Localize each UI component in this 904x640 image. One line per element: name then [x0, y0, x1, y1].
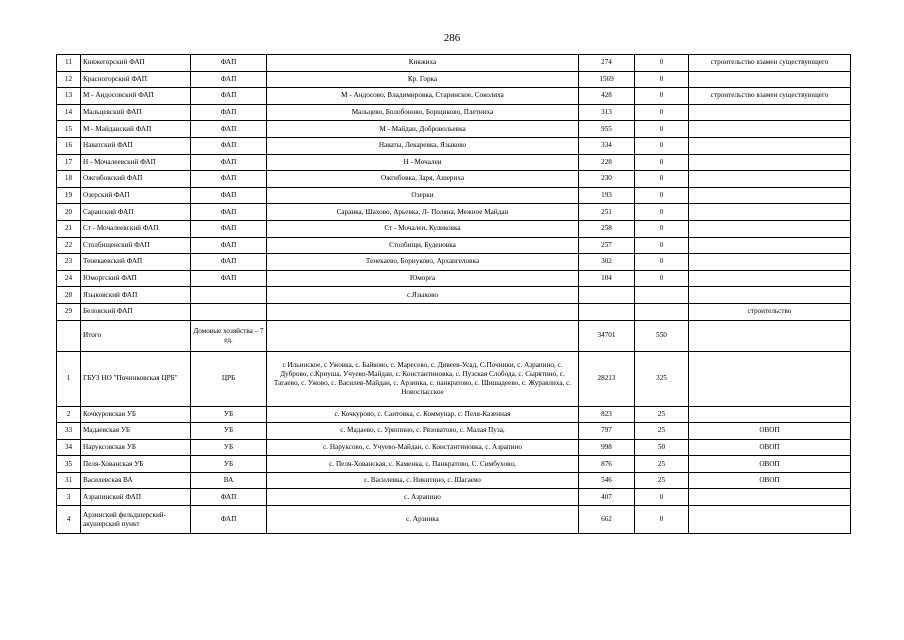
note-cell [689, 351, 851, 406]
population-cell [579, 303, 635, 320]
row-number-cell: 35 [57, 456, 81, 473]
row-number-cell: 3 [57, 489, 81, 506]
population-cell: 193 [579, 187, 635, 204]
note-cell [689, 71, 851, 88]
note-cell: ОВОП [689, 472, 851, 489]
settlements-cell: с.Языково [267, 287, 579, 304]
facility-type-cell: ФАП [191, 121, 267, 138]
value-cell: 0 [635, 204, 689, 221]
settlements-cell: Озерки [267, 187, 579, 204]
settlements-cell: с. Наруксово, с. Учуево-Майдан, с. Константиновка, с. Азрапино [267, 439, 579, 456]
row-number-cell: 16 [57, 137, 81, 154]
facility-name-cell: Наватский ФАП [81, 137, 191, 154]
table-row [57, 351, 851, 406]
table-row [57, 204, 851, 221]
table-row [57, 121, 851, 138]
note-cell [689, 121, 851, 138]
row-number-cell: 20 [57, 204, 81, 221]
table-row [57, 456, 851, 473]
page-number: 286 [443, 32, 461, 44]
note-cell [689, 506, 851, 534]
note-cell: ОВОП [689, 423, 851, 440]
row-number-cell: 22 [57, 237, 81, 254]
population-cell: 257 [579, 237, 635, 254]
facility-name-cell: ГБУЗ НО "Починковская ЦРБ" [81, 351, 191, 406]
facility-name-cell: Мальцевский ФАП [81, 104, 191, 121]
table-row [57, 320, 851, 351]
facility-type-cell: ФАП [191, 506, 267, 534]
facility-name-cell: Арзинский фельдшерский-акушерский пункт [81, 506, 191, 534]
settlements-cell: Юморга [267, 270, 579, 287]
facility-type-cell: ФАП [191, 104, 267, 121]
table-row [57, 104, 851, 121]
facility-name-cell: Беловский ФАП [81, 303, 191, 320]
facility-name-cell: Тенекаевский ФАП [81, 254, 191, 271]
note-cell [689, 406, 851, 423]
value-cell: 0 [635, 154, 689, 171]
facility-type-cell: ВА [191, 472, 267, 489]
settlements-cell: с. Мадаево, с. Урюпино, с. Рязоватово, с. Малая Пуза, [267, 423, 579, 440]
facility-type-cell: Домовые хозяйства – 7 ед. [191, 320, 267, 351]
settlements-cell: с. Пеля-Хованская, с. Каменка, с. Панкратово, С. Симбухово, [267, 456, 579, 473]
table-row [57, 137, 851, 154]
row-number-cell: 28 [57, 287, 81, 304]
population-cell: 998 [579, 439, 635, 456]
table-row [57, 71, 851, 88]
facility-type-cell [191, 303, 267, 320]
population-cell: 302 [579, 254, 635, 271]
table-row [57, 237, 851, 254]
row-number-cell: 4 [57, 506, 81, 534]
population-cell: 407 [579, 489, 635, 506]
value-cell: 550 [635, 320, 689, 351]
value-cell: 0 [635, 171, 689, 188]
note-cell [689, 489, 851, 506]
table-row [57, 154, 851, 171]
note-cell: строительство [689, 303, 851, 320]
facility-type-cell: ФАП [191, 254, 267, 271]
table-row [57, 303, 851, 320]
row-number-cell: 31 [57, 472, 81, 489]
facility-name-cell: Юморгский ФАП [81, 270, 191, 287]
facility-name-cell: Мадаевская УБ [81, 423, 191, 440]
note-cell: строительство взамен существующего [689, 88, 851, 105]
facility-type-cell [191, 287, 267, 304]
value-cell: 0 [635, 55, 689, 72]
facility-type-cell: УБ [191, 456, 267, 473]
facility-type-cell: ФАП [191, 237, 267, 254]
facility-type-cell: ФАП [191, 88, 267, 105]
facility-name-cell: Итого [81, 320, 191, 351]
facility-name-cell: Василевская ВА [81, 472, 191, 489]
facility-name-cell: Наруксовская УБ [81, 439, 191, 456]
population-cell: 1569 [579, 71, 635, 88]
settlements-cell: Саранка, Шахово, Арьевка, Л- Поляна, Межное Майдан [267, 204, 579, 221]
facility-name-cell: Н - Мочалеевский ФАП [81, 154, 191, 171]
value-cell: 25 [635, 456, 689, 473]
row-number-cell: 12 [57, 71, 81, 88]
facility-type-cell: ФАП [191, 220, 267, 237]
facility-type-cell: ФАП [191, 55, 267, 72]
settlements-cell [267, 303, 579, 320]
facility-type-cell: УБ [191, 423, 267, 440]
facilities-table [56, 54, 851, 534]
facility-name-cell: Столбищенский ФАП [81, 237, 191, 254]
row-number-cell: 18 [57, 171, 81, 188]
table-row [57, 171, 851, 188]
value-cell: 0 [635, 489, 689, 506]
value-cell: 0 [635, 254, 689, 271]
value-cell: 325 [635, 351, 689, 406]
value-cell: 0 [635, 88, 689, 105]
value-cell: 25 [635, 406, 689, 423]
table-row [57, 439, 851, 456]
facility-type-cell: ФАП [191, 137, 267, 154]
facility-name-cell: М - Андосовский ФАП [81, 88, 191, 105]
note-cell [689, 154, 851, 171]
note-cell [689, 254, 851, 271]
table-row [57, 254, 851, 271]
note-cell [689, 237, 851, 254]
note-cell [689, 204, 851, 221]
note-cell [689, 287, 851, 304]
row-number-cell: 2 [57, 406, 81, 423]
population-cell [579, 287, 635, 304]
row-number-cell: 19 [57, 187, 81, 204]
settlements-cell: Тенекаево, Борнуково, Архангеловка [267, 254, 579, 271]
table-row [57, 220, 851, 237]
table-row [57, 270, 851, 287]
population-cell: 876 [579, 456, 635, 473]
facility-name-cell: Княжегорский ФАП [81, 55, 191, 72]
row-number-cell: 13 [57, 88, 81, 105]
facility-name-cell: М - Майданский ФАП [81, 121, 191, 138]
settlements-cell: Кр. Горка [267, 71, 579, 88]
value-cell: 0 [635, 71, 689, 88]
facility-type-cell: ФАП [191, 270, 267, 287]
row-number-cell: 17 [57, 154, 81, 171]
settlements-cell [267, 320, 579, 351]
note-cell [689, 187, 851, 204]
facility-type-cell: УБ [191, 406, 267, 423]
row-number-cell: 1 [57, 351, 81, 406]
note-cell: ОВОП [689, 456, 851, 473]
facility-type-cell: ФАП [191, 489, 267, 506]
table-row [57, 406, 851, 423]
value-cell: 0 [635, 220, 689, 237]
note-cell: строительство взамен существующего [689, 55, 851, 72]
settlements-cell: Мальцево, Болобоново, Борщиково, Плетниха [267, 104, 579, 121]
facility-type-cell: ФАП [191, 154, 267, 171]
value-cell [635, 303, 689, 320]
population-cell: 823 [579, 406, 635, 423]
value-cell: 25 [635, 472, 689, 489]
facility-name-cell: Саранский ФАП [81, 204, 191, 221]
row-number-cell: 23 [57, 254, 81, 271]
facility-name-cell: Озерский ФАП [81, 187, 191, 204]
value-cell: 0 [635, 187, 689, 204]
settlements-cell: с. Арзинка [267, 506, 579, 534]
settlements-cell: с. Азрапино [267, 489, 579, 506]
note-cell [689, 137, 851, 154]
facility-type-cell: ФАП [191, 187, 267, 204]
row-number-cell: 15 [57, 121, 81, 138]
population-cell: 546 [579, 472, 635, 489]
facility-type-cell: ЦРБ [191, 351, 267, 406]
table-row [57, 287, 851, 304]
value-cell: 0 [635, 237, 689, 254]
facility-type-cell: ФАП [191, 171, 267, 188]
row-number-cell [57, 320, 81, 351]
facility-type-cell: ФАП [191, 204, 267, 221]
population-cell: 228 [579, 154, 635, 171]
population-cell: 251 [579, 204, 635, 221]
facility-type-cell: УБ [191, 439, 267, 456]
settlements-cell: М - Майдан, Добровольевка [267, 121, 579, 138]
facility-name-cell: Красногорский ФАП [81, 71, 191, 88]
facility-name-cell: Ст - Мочалеевский ФАП [81, 220, 191, 237]
value-cell: 25 [635, 423, 689, 440]
facility-name-cell: Азрапинский ФАП [81, 489, 191, 506]
facility-name-cell: Ожгибовский ФАП [81, 171, 191, 188]
population-cell: 955 [579, 121, 635, 138]
value-cell: 0 [635, 270, 689, 287]
note-cell [689, 320, 851, 351]
table-row [57, 55, 851, 72]
note-cell [689, 104, 851, 121]
note-cell [689, 171, 851, 188]
value-cell: 0 [635, 104, 689, 121]
facility-type-cell: ФАП [191, 71, 267, 88]
value-cell: 0 [635, 137, 689, 154]
table-row [57, 472, 851, 489]
table-row [57, 506, 851, 534]
note-cell: ОВОП [689, 439, 851, 456]
facility-name-cell: Пеля-Хованская УБ [81, 456, 191, 473]
population-cell: 230 [579, 171, 635, 188]
row-number-cell: 11 [57, 55, 81, 72]
population-cell: 334 [579, 137, 635, 154]
population-cell: 274 [579, 55, 635, 72]
population-cell: 428 [579, 88, 635, 105]
population-cell: 28213 [579, 351, 635, 406]
row-number-cell: 24 [57, 270, 81, 287]
row-number-cell: 21 [57, 220, 81, 237]
settlements-cell: Ожгибовка, Заря, Ашериха [267, 171, 579, 188]
facility-name-cell: Языковский ФАП [81, 287, 191, 304]
population-cell: 104 [579, 270, 635, 287]
value-cell: 0 [635, 121, 689, 138]
settlements-cell: Н - Мочалеи [267, 154, 579, 171]
table-row [57, 423, 851, 440]
row-number-cell: 29 [57, 303, 81, 320]
table-body [57, 55, 851, 534]
population-cell: 258 [579, 220, 635, 237]
table-row [57, 187, 851, 204]
value-cell: 0 [635, 506, 689, 534]
population-cell: 797 [579, 423, 635, 440]
population-cell: 313 [579, 104, 635, 121]
table-row [57, 489, 851, 506]
row-number-cell: 33 [57, 423, 81, 440]
value-cell [635, 287, 689, 304]
population-cell: 662 [579, 506, 635, 534]
facility-name-cell: Кочкуровская УБ [81, 406, 191, 423]
note-cell [689, 270, 851, 287]
settlements-cell: Наваты, Лекаревка, Языково [267, 137, 579, 154]
population-cell: 34701 [579, 320, 635, 351]
settlements-cell: Ст - Мочалеи, Куликовка [267, 220, 579, 237]
settlements-cell: с. Кочкурово, с. Саитовка, с. Коммунар, с. Пеля-Казенная [267, 406, 579, 423]
row-number-cell: 14 [57, 104, 81, 121]
note-cell [689, 220, 851, 237]
row-number-cell: 34 [57, 439, 81, 456]
settlements-cell: Столбищи, Буденовка [267, 237, 579, 254]
settlements-cell: Княжиха [267, 55, 579, 72]
settlements-cell: с Ильинское, с Ужовка, с. Байково, с. Маресево, с. Дивеев-Усад, С.Починки, с. Азрапино, с. Дуброво, с.Криуша, Учуево-Майдан, с. Константиновка, с. Пузская Слобода, с. Сырятино, с. Тагаево, с. Ужово, с. Василев-Майдан, с. Арзинка, с. панкратово, с. Шишадеево, с. Журавлиха, с. Новоспасское [267, 351, 579, 406]
table-row [57, 88, 851, 105]
settlements-cell: с. Василевка, с. Никитино, с. Шагаево [267, 472, 579, 489]
settlements-cell: М - Андосово, Владимировка, Старинское, Соколиха [267, 88, 579, 105]
value-cell: 50 [635, 439, 689, 456]
